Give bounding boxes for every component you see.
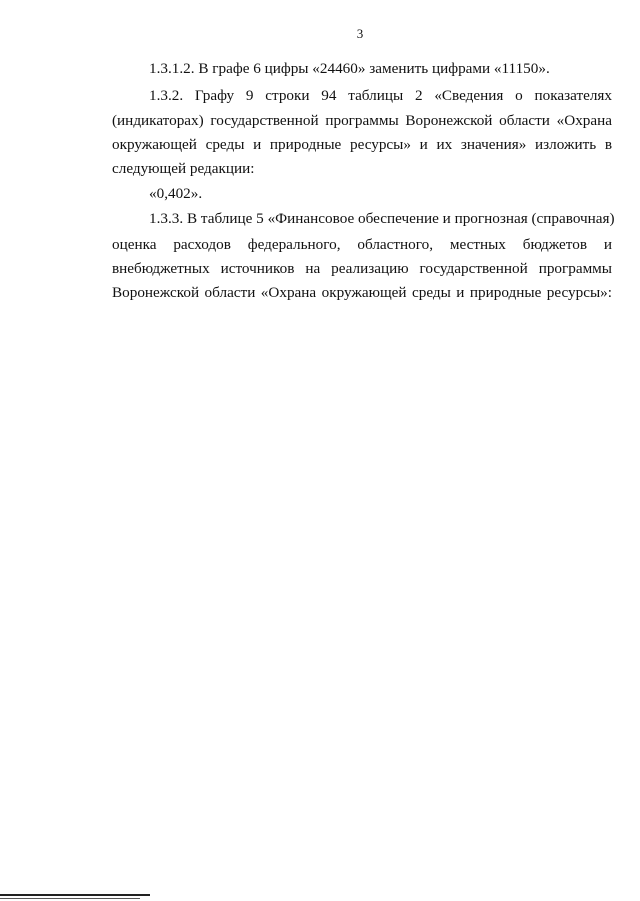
paragraph-1-3-2-line-4: следующей редакции:: [112, 160, 255, 177]
paragraph-1-3-3-line-3: внебюджетных источников на реализацию государственной программы: [112, 260, 612, 277]
paragraph-1-3-3-line-4: Воронежской области «Охрана окружающей среды и природные ресурсы»:: [112, 284, 612, 301]
bottom-edge-rule: [0, 894, 150, 896]
page-number: 3: [356, 26, 364, 41]
paragraph-1-3-3-line-2: оценка расходов федерального, областного, местных бюджетов и: [112, 236, 612, 253]
paragraph-1-3-2-line-1: 1.3.2. Графу 9 строки 94 таблицы 2 «Сведения о показателях: [149, 87, 612, 104]
quoted-value: «0,402».: [149, 185, 203, 202]
paragraph-1-3-2-line-3: окружающей среды и природные ресурсы» и их значения» изложить в: [112, 136, 612, 153]
bottom-edge-rule-shadow: [0, 898, 140, 899]
paragraph-1-3-2-line-2: (индикаторах) государственной программы Воронежской области «Охрана: [112, 112, 612, 129]
paragraph-1-3-1-2: 1.3.1.2. В графе 6 цифры «24460» заменить цифрами «11150».: [149, 60, 550, 77]
paragraph-1-3-3-line-1: 1.3.3. В таблице 5 «Финансовое обеспечение и прогнозная (справочная): [149, 210, 615, 227]
